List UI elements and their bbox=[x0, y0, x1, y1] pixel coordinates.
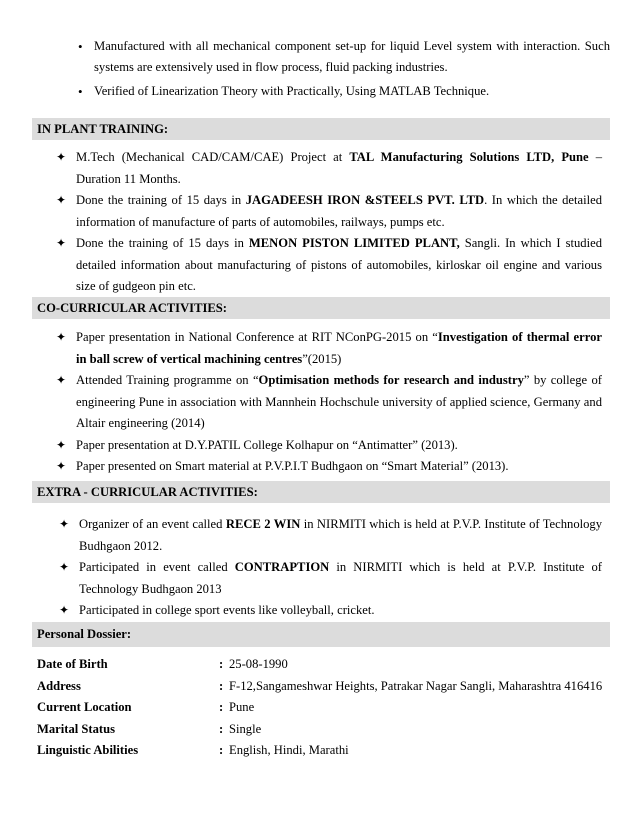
star-bullet-icon: ✦ bbox=[56, 459, 67, 473]
list-item: • Manufactured with all mechanical component set-up for liquid Level system with interaction. Such systems are extensively used in flow process, fluid packing industries. bbox=[78, 36, 610, 78]
item-bold: Investigation of thermal error in ball screw of vertical machining centres bbox=[76, 330, 602, 366]
item-text: Attended Training programme on “ bbox=[76, 373, 259, 387]
co-curricular-list bbox=[56, 327, 602, 478]
star-bullet-icon: ✦ bbox=[56, 437, 67, 452]
personal-dossier-table bbox=[37, 654, 610, 762]
star-bullet-icon: ✦ bbox=[56, 373, 67, 387]
dossier-value: F-12,Sangameshwar Heights, Patrakar Nagar Sangli, Maharashtra 416416 bbox=[229, 678, 603, 693]
item-text: in NIRMITI which is held at P.V.P. Institute of Technology Budhgaon 2012. bbox=[79, 517, 603, 553]
list-item bbox=[56, 233, 602, 298]
dossier-label: Marital Status bbox=[37, 721, 116, 736]
list-item bbox=[56, 147, 602, 190]
item-bold: CONTRAPTION bbox=[234, 560, 330, 574]
dossier-separator: : bbox=[219, 700, 224, 714]
item-text: Done the training of 15 days in bbox=[76, 236, 249, 250]
dossier-value: 25-08-1990 bbox=[229, 657, 288, 671]
dossier-value: Single bbox=[229, 721, 262, 736]
list-item bbox=[59, 557, 602, 600]
star-bullet-icon: ✦ bbox=[56, 150, 67, 164]
list-item bbox=[56, 370, 602, 435]
item-text: ”(2015) bbox=[302, 351, 342, 366]
item-bold: JAGADEESH IRON &STEELS PVT. LTD bbox=[245, 193, 485, 207]
item-bold: RECE 2 WIN bbox=[225, 517, 301, 531]
item-text: Paper presented on Smart material at P.V.P.I.T Budhgaon on “Smart Material” (2013). bbox=[76, 459, 509, 473]
dossier-value: Pune bbox=[229, 700, 255, 714]
list-item bbox=[56, 190, 602, 233]
dossier-label: Linguistic Abilities bbox=[37, 743, 139, 757]
item-text: in NIRMITI which is held at P.V.P. Institute of Technology Budhgaon 2013 bbox=[79, 560, 602, 596]
item-text: Paper presentation at D.Y.PATIL College Kolhapur on “Antimatter” (2013). bbox=[76, 437, 458, 452]
list-item bbox=[56, 327, 602, 370]
item-text: Participated in event called bbox=[79, 560, 235, 574]
list-item bbox=[56, 435, 602, 457]
extra-curricular-heading: EXTRA - CURRICULAR ACTIVITIES: bbox=[32, 481, 610, 503]
dossier-value: English, Hindi, Marathi bbox=[229, 743, 349, 757]
co-curricular-heading: CO-CURRICULAR ACTIVITIES: bbox=[32, 297, 610, 319]
star-bullet-icon: ✦ bbox=[56, 193, 67, 207]
item-text: – Duration 11 Months. bbox=[76, 150, 602, 186]
star-bullet-icon: ✦ bbox=[59, 560, 70, 574]
dossier-label: Date of Birth bbox=[37, 657, 108, 671]
dossier-separator: : bbox=[219, 657, 224, 671]
project-bullet-list bbox=[78, 36, 610, 105]
list-item bbox=[59, 600, 602, 622]
list-item bbox=[56, 456, 602, 478]
item-text: M.Tech (Mechanical CAD/CAM/CAE) Project at bbox=[76, 150, 350, 164]
item-bold: TAL Manufacturing Solutions LTD, Pune bbox=[349, 150, 589, 164]
dossier-separator: : bbox=[219, 678, 224, 693]
star-bullet-icon: ✦ bbox=[56, 330, 67, 344]
item-text: Sangli. In which I studied detailed information about manufacturing of pistons of automobiles, kirloskar oil engine and various size of gudgeon pin etc. bbox=[76, 236, 602, 293]
table-row bbox=[37, 676, 610, 698]
table-row bbox=[37, 654, 610, 676]
dossier-label: Address bbox=[37, 678, 81, 693]
item-text: Done the training of 15 days in bbox=[76, 193, 246, 207]
item-bold: MENON PISTON LIMITED PLANT, bbox=[248, 236, 460, 250]
star-bullet-icon: ✦ bbox=[59, 517, 70, 531]
table-row bbox=[37, 740, 610, 762]
item-text: Participated in college sport events like volleyball, cricket. bbox=[79, 603, 375, 617]
in-plant-training-list bbox=[56, 147, 602, 298]
star-bullet-icon: ✦ bbox=[59, 603, 70, 617]
list-item: • Verified of Linearization Theory with Practically, Using MATLAB Technique. bbox=[78, 81, 610, 102]
item-text: . In which the detailed information of manufacture of parts of automobiles, railways, pumps etc. bbox=[76, 193, 602, 229]
item-bold: Optimisation methods for research and industry bbox=[258, 373, 524, 387]
item-text: Paper presentation in National Conference at RIT NConPG-2015 on “ bbox=[76, 330, 438, 344]
star-bullet-icon: ✦ bbox=[56, 236, 67, 250]
item-text: ” by college of engineering Pune in association with Mannhein Hochschule university of applied science, Germany and Altair engineering (2014) bbox=[76, 373, 602, 430]
list-item bbox=[59, 514, 602, 557]
extra-curricular-list bbox=[59, 514, 602, 622]
table-row bbox=[37, 697, 610, 719]
personal-dossier-heading: Personal Dossier: bbox=[32, 622, 610, 647]
in-plant-training-heading: IN PLANT TRAINING: bbox=[32, 118, 610, 140]
dossier-label: Current Location bbox=[37, 700, 132, 714]
dossier-separator: : bbox=[219, 721, 224, 736]
item-text: Organizer of an event called bbox=[79, 517, 226, 531]
table-row bbox=[37, 719, 610, 741]
dossier-separator: : bbox=[219, 743, 224, 757]
